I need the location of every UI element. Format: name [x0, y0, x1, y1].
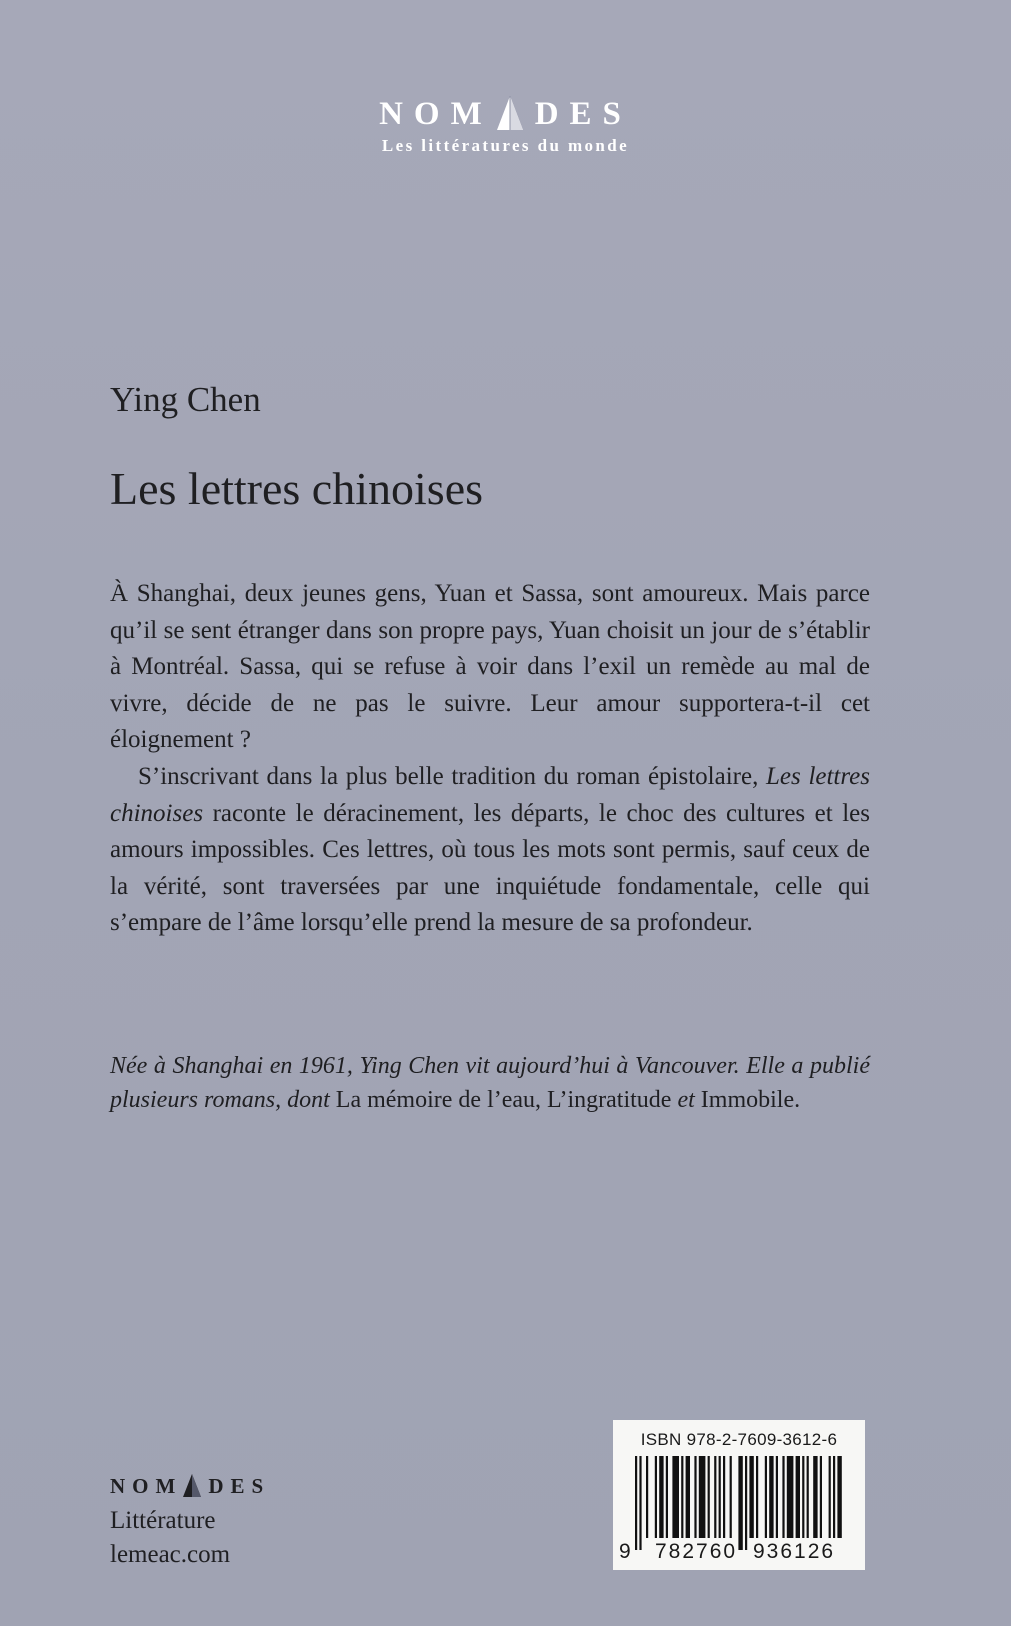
- barcode-bar: [807, 1456, 809, 1538]
- barcode-bar: [723, 1456, 725, 1538]
- barcode-icon: [635, 1456, 845, 1552]
- logo-letters-right: DES: [534, 96, 632, 132]
- barcode-bar: [769, 1456, 773, 1538]
- barcode-bar: [833, 1456, 835, 1538]
- blurb-paragraph-2: [110, 759, 870, 942]
- series-tagline: Les littératures du monde: [381, 136, 630, 155]
- bio-intro: Née à Shanghai en 1961, Ying Chen vit aujourd’hui à Vancouver. Elle a publié plusieurs romans, dont: [110, 1053, 870, 1113]
- barcode-bar: [686, 1456, 690, 1538]
- barcode-bar: [719, 1456, 721, 1538]
- barcode-bar: [738, 1456, 742, 1550]
- barcode-bar: [672, 1456, 679, 1538]
- isbn-digits-group-2: 936126: [753, 1540, 836, 1563]
- barcode-bar: [837, 1456, 841, 1538]
- pyramid-logo-icon: [182, 1474, 202, 1498]
- isbn-label: ISBN 978-2-7609-3612-6: [640, 1430, 838, 1449]
- bio-book-3: Immobile.: [700, 1087, 801, 1113]
- series-logo-wordmark: [379, 96, 632, 132]
- barcode-bar: [782, 1456, 784, 1538]
- logo-letters-left: NOM: [379, 96, 493, 132]
- barcode-bar: [714, 1456, 716, 1538]
- barcode-bar: [666, 1456, 668, 1538]
- barcode-bar: [787, 1456, 794, 1538]
- bio-et: et: [677, 1087, 695, 1113]
- bio-book-2: L’ingratitude: [547, 1087, 672, 1113]
- barcode-bar: [730, 1456, 732, 1538]
- publisher-website: lemeac.com: [110, 1541, 231, 1568]
- barcode-bar: [708, 1456, 710, 1538]
- barcode-bar: [756, 1456, 758, 1538]
- barcode-bar: [829, 1456, 831, 1538]
- barcode-bar: [646, 1456, 648, 1538]
- barcode-bar: [635, 1456, 637, 1550]
- blurb-paragraph-1: À Shanghai, deux jeunes gens, Yuan et Sassa, sont amoureux. Mais parce qu’il se sent étranger dans son propre pays, Yuan choisit un jour de s’établir à Montréal. Sassa, qui se refuse à voir dans l’exil un remède au mal de vivre, décide de ne pas le suivre. Leur amour supportera-t-il cet éloignement ?: [110, 580, 870, 754]
- isbn-barcode-box: [613, 1420, 865, 1570]
- book-title: Les lettres chinoises: [110, 463, 484, 514]
- bio-book-1: La mémoire de l’eau,: [335, 1087, 542, 1113]
- author-bio: [110, 1049, 870, 1117]
- blurb-p2-rest: raconte le déracinement, les départs, le choc des cultures et les amours impossibles. Ces lettres, où tous les mots sont permis, sauf ceux de la vérité, sont traversées par une inquiétude fondamentale, celle qui s’empare de l’âme lorsqu’elle prend la mesure de sa profondeur.: [110, 799, 870, 937]
- isbn-digit-first: 9: [619, 1540, 631, 1563]
- imprint-logo-wordmark: [110, 1474, 270, 1498]
- imprint-logo-left: NOM: [110, 1474, 183, 1498]
- blurb-p2-title: Les lettres chinoises: [110, 762, 871, 827]
- barcode-bar: [813, 1456, 817, 1538]
- barcode-bar: [749, 1456, 753, 1538]
- author-name: Ying Chen: [110, 380, 261, 419]
- imprint-category: Littérature: [110, 1507, 216, 1534]
- barcode-bar: [776, 1456, 778, 1538]
- barcode-bar: [796, 1456, 800, 1538]
- barcode-bar: [745, 1456, 747, 1550]
- blurb: [110, 576, 870, 942]
- barcode-bar: [765, 1456, 767, 1538]
- series-logo: [0, 96, 1011, 156]
- imprint-logo-right: DES: [208, 1474, 271, 1498]
- barcode-bar: [802, 1456, 804, 1538]
- pyramid-logo-icon: [495, 96, 525, 132]
- barcode-bar: [655, 1456, 657, 1538]
- barcode-bar: [699, 1456, 706, 1538]
- barcode-bar: [681, 1456, 683, 1538]
- barcode-bar: [694, 1456, 696, 1538]
- barcode-bar: [820, 1456, 822, 1538]
- barcode-bar: [659, 1456, 663, 1538]
- blurb-p2-start: S’inscrivant dans la plus belle tradition du roman épistolaire,: [138, 762, 759, 790]
- barcode-bar: [639, 1456, 641, 1550]
- imprint-block: [110, 1474, 270, 1572]
- isbn-digits-group-1: 782760: [655, 1540, 738, 1563]
